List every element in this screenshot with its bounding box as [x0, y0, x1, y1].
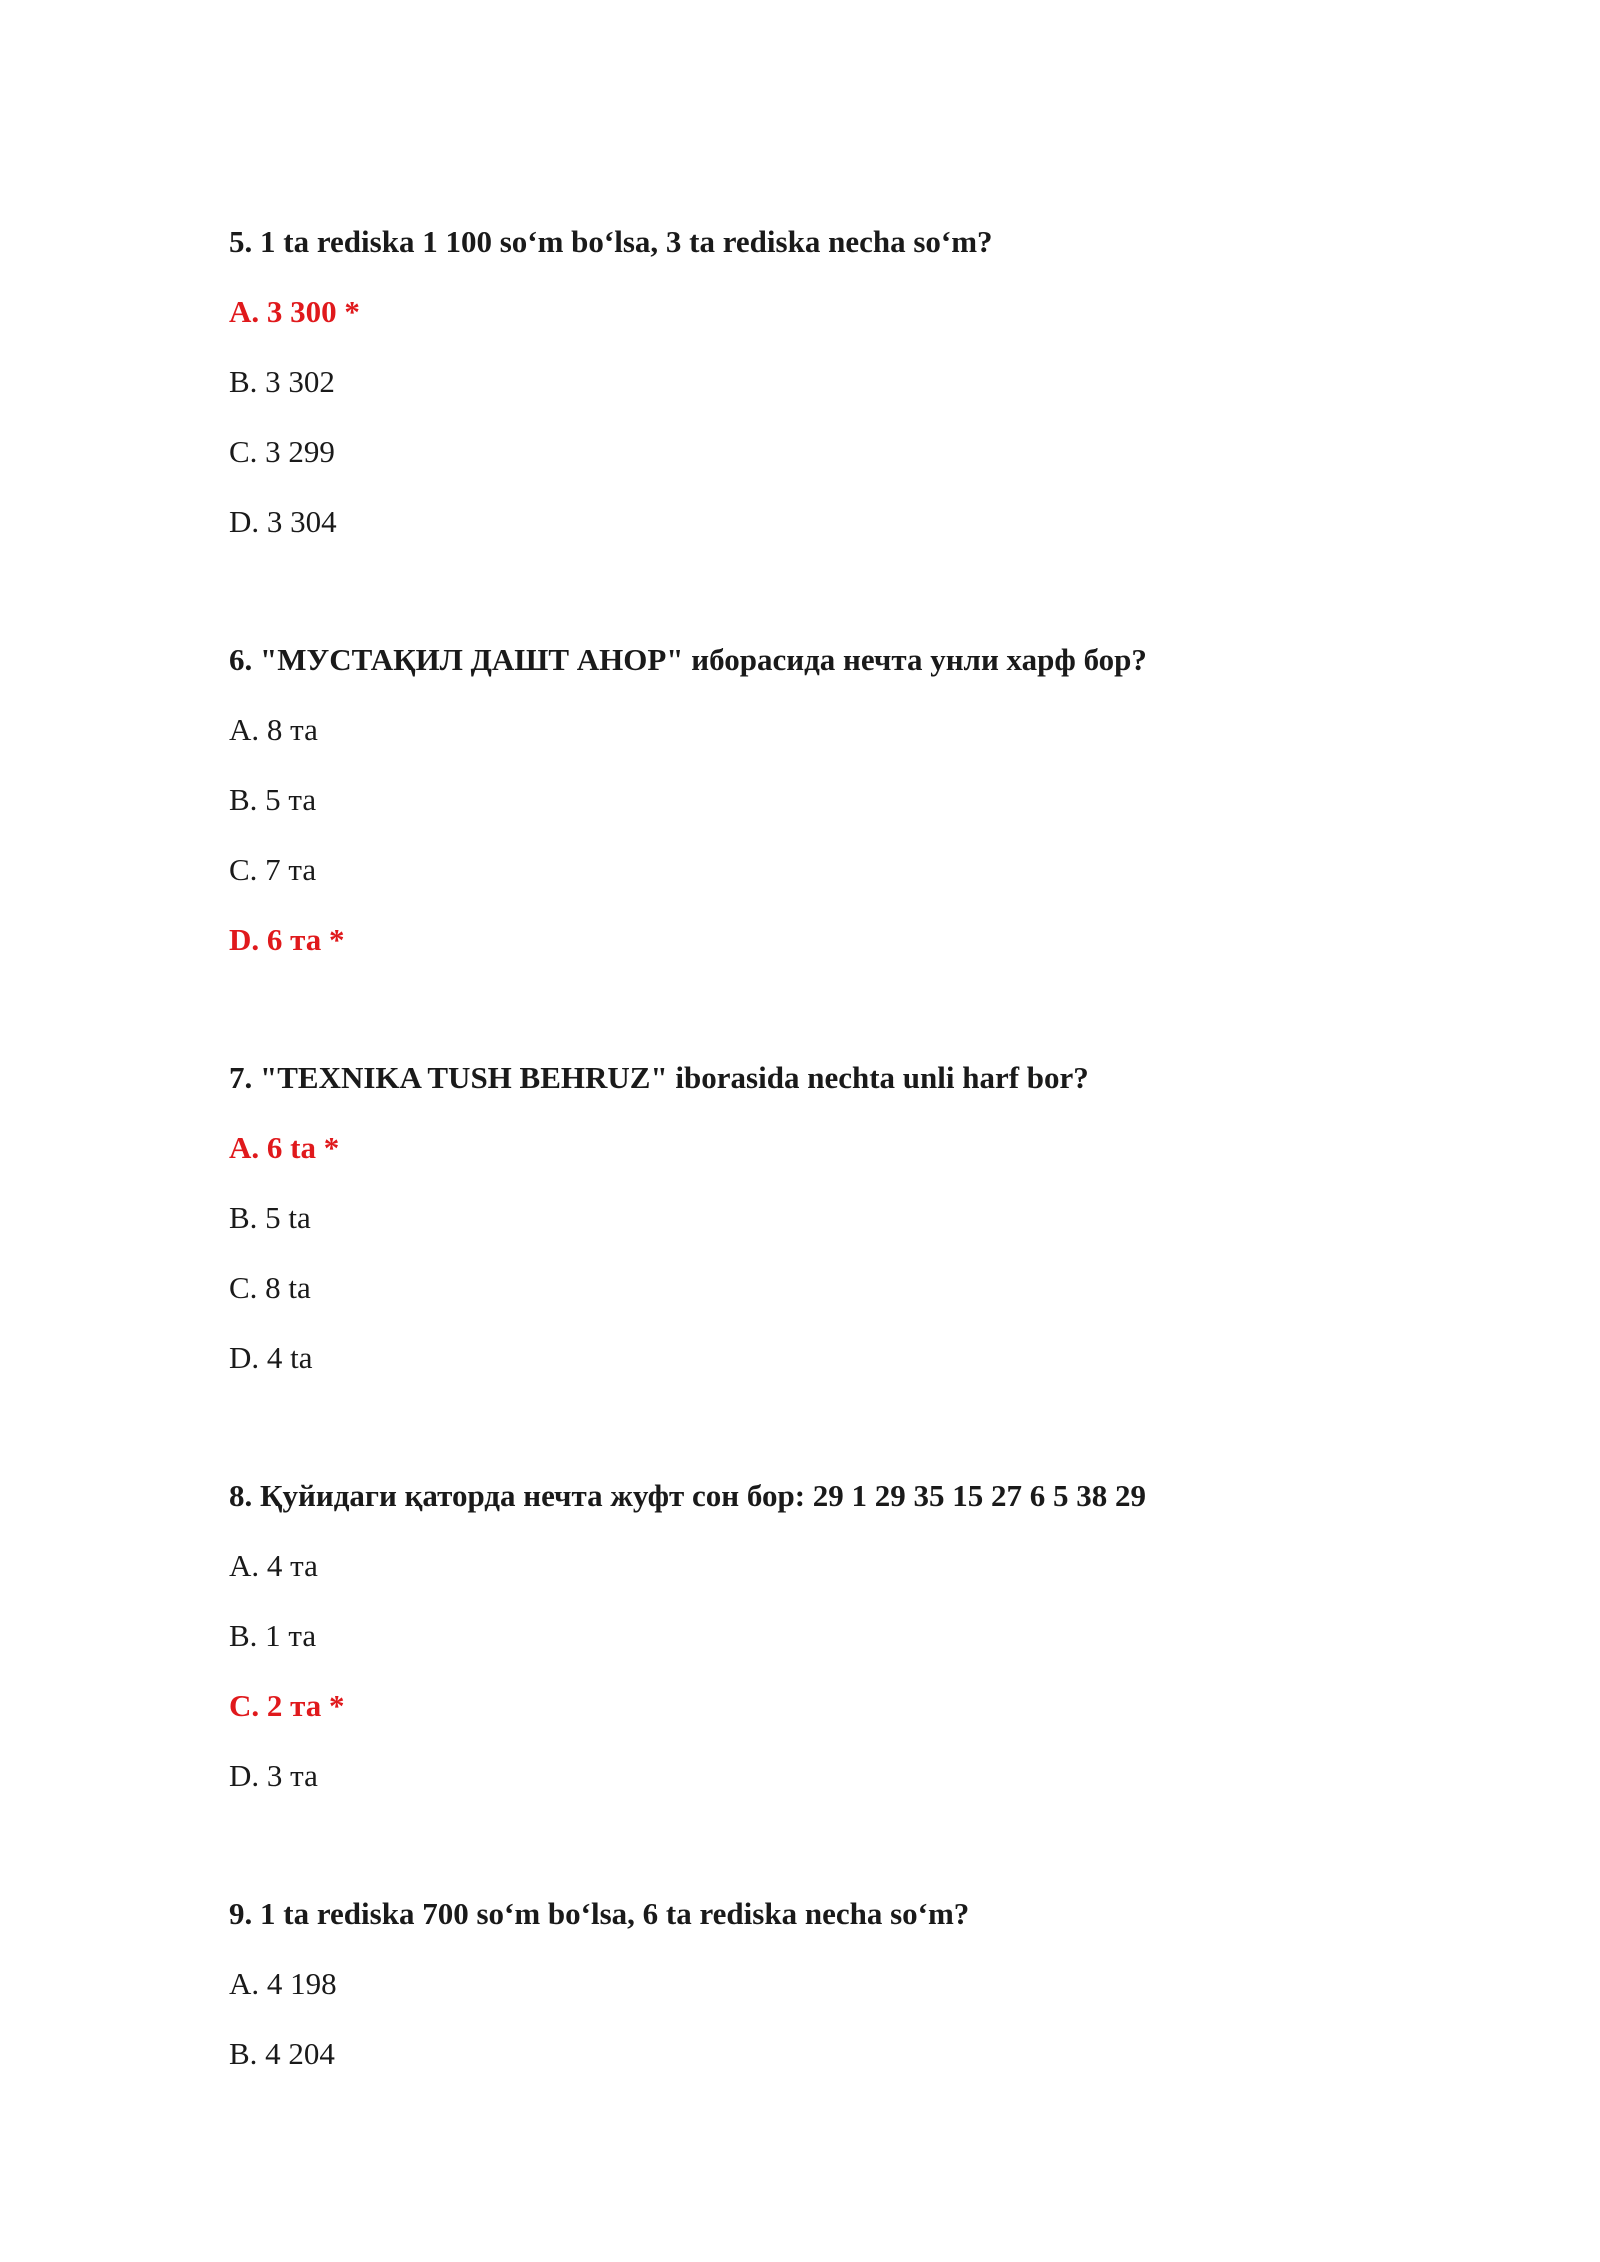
option-a: A. 4 198: [229, 1966, 337, 2001]
option-c: C. 3 299: [229, 434, 335, 469]
question-9: [229, 1894, 1529, 2074]
option-d: D. 3 304: [229, 504, 337, 539]
question-5: [229, 222, 1529, 542]
question-text: 5. 1 ta rediska 1 100 so‘m bo‘lsa, 3 ta rediska necha so‘m?: [229, 224, 993, 259]
option-d: D. 3 та: [229, 1758, 318, 1793]
option-c: C. 8 ta: [229, 1270, 311, 1305]
question-8: [229, 1476, 1529, 1796]
option-b: B. 5 ta: [229, 1200, 311, 1235]
question-6: [229, 640, 1529, 960]
option-d: D. 4 ta: [229, 1340, 313, 1375]
question-text: 9. 1 ta rediska 700 so‘m bo‘lsa, 6 ta rediska necha so‘m?: [229, 1896, 970, 1931]
option-b: B. 1 та: [229, 1618, 317, 1653]
option-c: C. 2 та *: [229, 1688, 345, 1723]
option-a: A. 4 та: [229, 1548, 318, 1583]
question-text: 8. Қуйидаги қаторда нечта жуфт сон бор: 29 1 29 35 15 27 6 5 38 29: [229, 1478, 1147, 1513]
option-a: A. 3 300 *: [229, 294, 360, 329]
option-a: A. 8 та: [229, 712, 318, 747]
option-d: D. 6 та *: [229, 922, 345, 957]
option-c: C. 7 та: [229, 852, 317, 887]
question-text: 6. "МУСТАҚИЛ ДАШТ АНОР" иборасида нечта унли харф бор?: [229, 642, 1147, 677]
option-b: B. 3 302: [229, 364, 335, 399]
question-7: [229, 1058, 1529, 1378]
option-b: B. 4 204: [229, 2036, 335, 2071]
option-a: A. 6 ta *: [229, 1130, 340, 1165]
question-text: 7. "TEXNIKA TUSH BEHRUZ" iborasida nechta unli harf bor?: [229, 1060, 1089, 1095]
option-b: B. 5 та: [229, 782, 317, 817]
